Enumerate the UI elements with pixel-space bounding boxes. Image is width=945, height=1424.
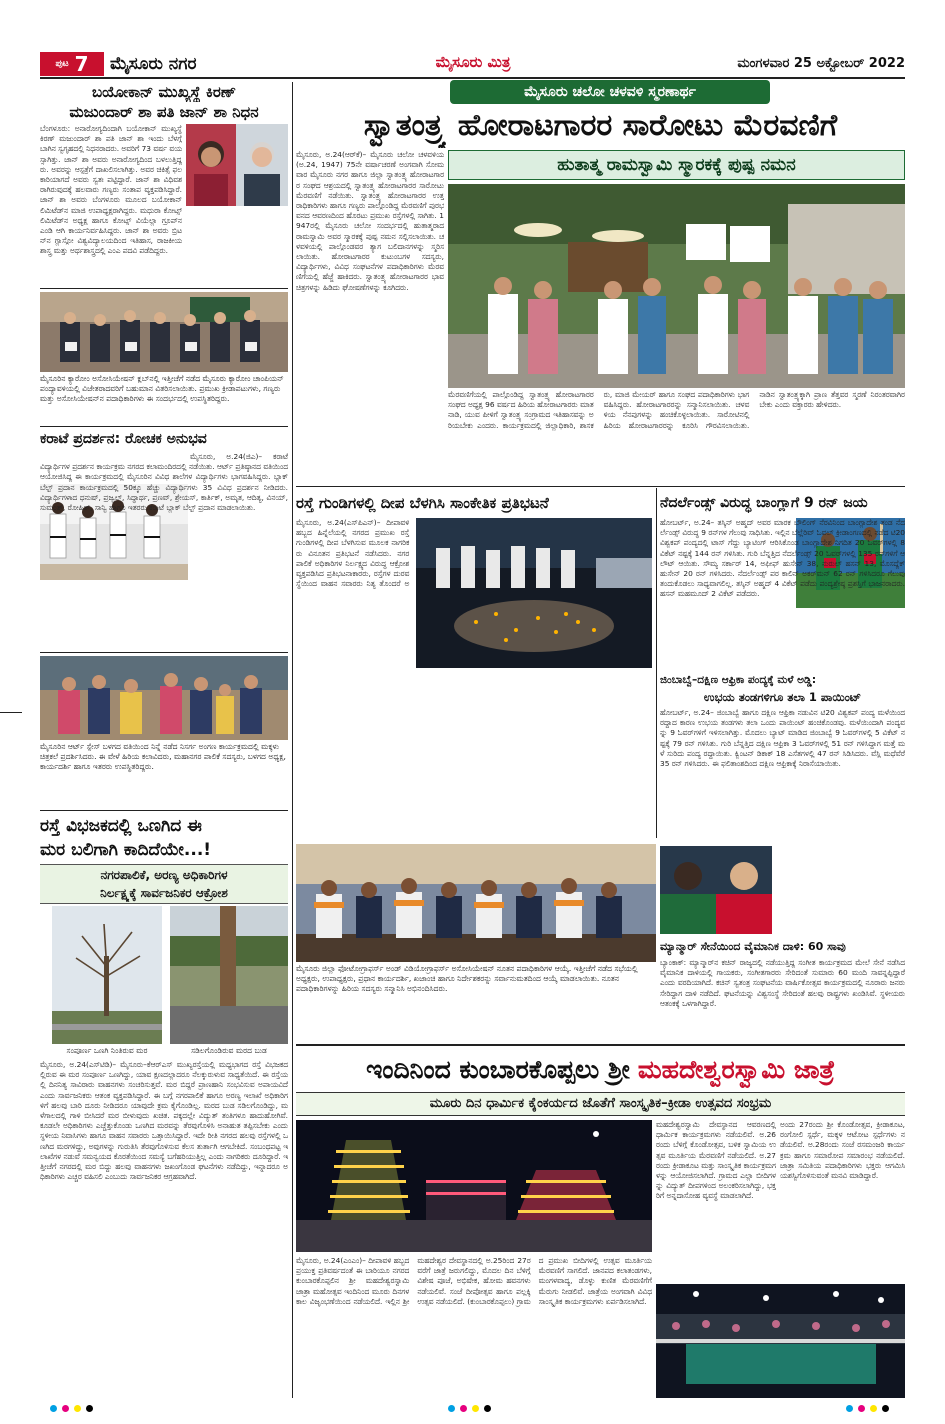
rule-6 [296,1044,905,1046]
jatre-subhead: ಮೂರು ದಿನ ಧಾರ್ಮಿಕ ಕೈಂಕರ್ಯದ ಜೊತೆಗೆ ಸಾಂಸ್ಕೃತಿಕ–ಕ್ರೀಡಾ ಉತ್ಸವದ ಸಂಭ್ರಮ [429,1096,772,1111]
cricket-subhead-1: ಜಿಂಬಾಬ್ವೆ–ದಕ್ಷಿಣ ಆಫ್ರಿಕಾ ಪಂದ್ಯಕ್ಕೆ ಮಳೆ ಅಡ್ಡಿ: [660,674,817,686]
art-fest-caption: ಮೈಸೂರಿನ ಆರ್ಟ್ ಸ್ಪೇಸ್ ಬಳಗದ ವತಿಯಿಂದ ನಿನ್ನೆ ನಡೆದ ನಿಸರ್ಗ ಅಂಗಣ ಕಾರ್ಯಕ್ರಮದಲ್ಲಿ ಮಕ್ಕಳು ಚಿತ್ರಕಲೆ ಪ್ರದರ್ಶಿಸಿದರು. ಈ ವೇಳೆ ಹಿರಿಯ ಕಲಾವಿದರು, ಮಹಾನಗರ ಪಾಲಿಕೆ ಸದಸ್ಯರು, ಬಳಗದ ಅಧ್ಯಕ್ಷ, ಕಾರ್ಯದರ್ಶಿ ಹಾಗೂ ಇತರರು ಉಪಸ್ಥಿತರಿದ್ದರು. [40,742,286,771]
column-divider-mid [656,488,657,838]
freedom-subhead: ಹುತಾತ್ಮ ರಾಮಸ್ವಾಮಿ ಸ್ಮಾರಕಕ್ಕೆ ಪುಷ್ಪ ನಮನ [557,155,796,175]
jatre-temple-photo [296,1120,652,1252]
freedom-band: ಮೈಸೂರು ಚಲೋ ಚಳವಳಿ ಸ್ಮರಣಾರ್ಥ [450,80,770,104]
page-number: 7 [74,52,89,76]
rule-3 [40,652,288,653]
association-photo [296,844,656,962]
color-bar-right [846,1404,894,1414]
reg-dot [858,1405,865,1412]
column-divider-left [292,82,293,1398]
reg-dot [448,1405,455,1412]
carrom-photo [40,292,288,372]
tree-headline-2: ಮರ ಬಲಿಗಾಗಿ ಕಾದಿದೆಯೇ...! [40,840,212,860]
obituary-headline-1: ಬಯೋಕಾನ್ ಮುಖ್ಯಸ್ಥೆ ಕಿರಣ್ [91,83,237,101]
reg-dot [882,1405,889,1412]
karate-body: ಮೈಸೂರು, ಅ.24(ಜಿಎ)– ಕರಾಟೆ ವಿದ್ಯಾರ್ಥಿಗಳ ಪ್ರದರ್ಶನ ಕಾರ್ಯಕ್ರಮ ನಗರದ ಕಲಾಮಂದಿರದಲ್ಲಿ ನಡೆಯಿತು. ಆರ್ಟ್ ಪ್ರತಿಷ್ಠಾನದ ವತಿಯಿಂದ ಆಯೋಜಿಸಿದ್ದ ಈ ಕಾರ್ಯಕ್ರಮದಲ್ಲಿ ಮೈಸೂರಿನ ವಿವಿಧ ಶಾಲೆಗಳ ವಿದ್ಯಾರ್ಥಿಗಳು ಭಾಗವಹಿಸಿದ್ದರು. ಬ್ಲಾಕ್ ಬೆಲ್ಟ್ ಪ್ರದಾನ ಕಾರ್ಯಕ್ರಮದಲ್ಲಿ 50ಕ್ಕೂ ಹೆಚ್ಚು ವಿದ್ಯಾರ್ಥಿಗಳು 35 ವಿವಿಧ ಪ್ರದರ್ಶನ ನೀಡಿದರು. ವಿದ್ಯಾರ್ಥಿಗಳಾದ ಧನುಷ್, ಪ್ರಜ್ವಲ್, ಸಿದ್ಧಾರ್ಥ, ಪ್ರಣವ್, ಶ್ರೇಯಸ್, ಕಾರ್ತಿಕ್, ಅಮೃತ, ಆದಿತ್ಯ, ವಿನಯ್, ಸುಮಂತ್, ರೋಹಿತ್, ಸಾನ್ವಿ ಹಾಗೂ ಇತರರು ಕರಾಟೆ ಬ್ಲಾಕ್ ಬೆಲ್ಟ್ ಪ್ರದಾನ ಮಾಡಲಾಯಿತು. [40,452,288,513]
cricket-body-3: ಬ್ಯಾಂಕಾಕ್: ಮ್ಯಾನ್ಮಾರ್‌ನ ಕಚಿನ್ ರಾಜ್ಯದಲ್ಲಿ ನಡೆಯುತ್ತಿದ್ದ ಸಂಗೀತ ಕಾರ್ಯಕ್ರಮದ ಮೇಲೆ ಸೇನೆ ನಡೆಸಿದ ವೈಮಾನಿಕ ದಾಳಿಯಲ್ಲಿ ಗಾಯಕರು, ಸಂಗೀತಗಾರರು ಸೇರಿದಂತೆ ಸುಮಾರು 60 ಮಂದಿ ಸಾವನ್ನಪ್ಪಿದ್ದಾರೆ ಎಂದು ವರದಿಯಾಗಿದೆ. ಕಚಿನ್ ಸ್ವತಂತ್ರ ಸಂಘಟನೆಯ ವಾರ್ಷಿಕೋತ್ಸವ ಕಾರ್ಯಕ್ರಮದಲ್ಲಿ ನೂರಾರು ಜನರು ಸೇರಿದ್ದಾಗ ದಾಳಿ ನಡೆದಿದೆ. ಘಟನೆಯನ್ನು ವಿಶ್ವಸಂಸ್ಥೆ ಸೇರಿದಂತೆ ಹಲವು ರಾಷ್ಟ್ರಗಳು ಖಂಡಿಸಿವೆ. ಸ್ಥಳೀಯರು ಆತಂಕಕ್ಕೆ ಒಳಗಾಗಿದ್ದಾರೆ. [660,958,905,1008]
protest-body: ಮೈಸೂರು, ಅ.24(ಎಸ್‌ಪಿಎನ್)– ದೀಪಾವಳಿ ಹಬ್ಬದ ಹಿನ್ನೆಲೆಯಲ್ಲಿ ನಗರದ ಪ್ರಮುಖ ರಸ್ತೆ ಗುಂಡಿಗಳಲ್ಲಿ ದೀಪ ಬೆಳಗಿಸುವ ಮೂಲಕ ನಾಗರಿಕರು ವಿನೂತನ ಪ್ರತಿಭಟನೆ ನಡೆಸಿದರು. ನಗರ ಪಾಲಿಕೆ ಅಧಿಕಾರಿಗಳ ನಿರ್ಲಕ್ಷ್ಯದ ವಿರುದ್ಧ ಆಕ್ರೋಶ ವ್ಯಕ್ತಪಡಿಸಿದ ಪ್ರತಿಭಟನಾಕಾರರು, ರಸ್ತೆಗಳ ದುರವಸ್ಥೆಯಿಂದ ವಾಹನ ಸವಾರರು ನಿತ್ಯ ತೊಂದರೆ ಅ [296,518,410,589]
cricket-subhead-2: ಉಭಯ ತಂಡಗಳಿಗೂ ತಲಾ 1 ಪಾಯಿಂಟ್ [703,690,862,704]
jatre-headline-black: ಇಂದಿನಿಂದ ಕುಂಬಾರಕೊಪ್ಪಲು ಶ್ರೀ [366,1055,630,1084]
cricket-subhead-3: ಮ್ಯಾನ್ಮಾರ್ ಸೇನೆಯಿಂದ ವೈಮಾನಿಕ ದಾಳಿ: 60 ಸಾವು [660,940,846,953]
tree-caption-right: ಸಡಿಲಗೊಂಡಿರುವ ಮರದ ಬುಡ [191,1046,267,1055]
karate-headline: ಕರಾಟೆ ಪ್ರದರ್ಶನ: ರೋಚಕ ಅನುಭವ [40,431,207,447]
tree-caption-left: ಸಂಪೂರ್ಣ ಒಣಗಿ ನಿಂತಿರುವ ಮರ [66,1046,148,1055]
protest-photo [416,518,652,668]
issue-date: ಮಂಗಳವಾರ 25 ಅಕ್ಟೋಬರ್ 2022 [737,56,905,71]
art-fest-photo [40,656,288,740]
cricket-headline: ನೆದರ್ಲೆಂಡ್ಸ್ ವಿರುದ್ಧ ಬಾಂಗ್ಲಾಗೆ 9 ರನ್ ಜಯ [660,495,868,511]
jatre-body-right: ಮಹದೇಶ್ವರಸ್ವಾಮಿ ದೇವಸ್ಥಾನದ ಆವರಣದಲ್ಲಿ ಧಾರ್ಮಿಕ ಕಾರ್ಯಕ್ರಮಗಳು ನಡೆಯಲಿವೆ. ಅ.26ರಂದು ಬೆಳಿಗ್ಗೆ ಕೊಂಡೋತ್ಸವ, ಬಳಿಕ ಸ್ವಾಮಿಯ ಉತ್ಸವ ಮೂರ್ತಿಯ ಮೆರವಣಿಗೆ ನಡೆಯಲಿದೆ. ಅ.27ರಂದು ಕ್ರೀಡಾಕೂಟ ಮತ್ತು ಸಾಂಸ್ಕೃತಿಕ ಕಾರ್ಯಕ್ರಮಗಳನ್ನು ಆಯೋಜಿಸಲಾಗಿದೆ. ಗ್ರಾಮದ ಎಲ್ಲಾ ಬೀದಿಗಳನ್ನು ವಿದ್ಯುತ್ ದೀಪಗಳಿಂದ ಅಲಂಕರಿಸಲಾಗಿದ್ದು, ಭಕ್ತರಿಗೆ ಅನ್ನದಾಸೋಹ ವ್ಯವಸ್ಥೆ ಮಾಡಲಾಗಿದೆ. [656,1120,776,1201]
rule-5 [296,486,905,487]
jatre-body-far: ಅಂದು 27ರಂದು ಶ್ರೀ ಕೊಂಡೋತ್ಸವ, ಕ್ರೀಡಾಕೂಟ, ರಂಗೋಲಿ ಸ್ಪರ್ಧೆ, ಮಕ್ಕಳ ಆಟೋಟ ಸ್ಪರ್ಧೆಗಳು ನಡೆಯಲಿವೆ. ಅ.28ರಂದು ಸಂಜೆ ರಸಮಂಜರಿ ಕಾರ್ಯಕ್ರಮ ಹಾಗೂ ಸಮಾರೋಪ ಸಮಾರಂಭ ನಡೆಯಲಿದೆ. ಜಾತ್ರಾ ಸಮಿತಿಯ ಪದಾಧಿಕಾರಿಗಳು ಭಕ್ತರು ಆಗಮಿಸಿ ಯಶಸ್ವಿಗೊಳಿಸುವಂತೆ ಮನವಿ ಮಾಡಿದ್ದಾರೆ. [780,1120,905,1181]
tree-photo-right [170,906,288,1044]
freedom-headline: ಸ್ವಾತಂತ್ರ್ಯ ಹೋರಾಟಗಾರರ ಸಾರೋಟು ಮೆರವಣಿಗೆ [363,108,838,143]
rule-2 [40,426,288,427]
tree-kicker-1: ನಗರಪಾಲಿಕೆ, ಅರಣ್ಯ ಅಧಿಕಾರಿಗಳ [100,868,228,882]
jatre-festival-photo [656,1284,905,1398]
crop-mark [0,712,22,713]
rule-4 [40,810,288,811]
obituary-photo [186,124,288,206]
protest-headline: ರಸ್ತೆ ಗುಂಡಿಗಳಲ್ಲಿ ದೀಪ ಬೆಳಗಿಸಿ ಸಾಂಕೇತಿಕ ಪ್ರತಿಭಟನೆ [296,494,549,512]
reg-dot [484,1405,491,1412]
tree-body: ಮೈಸೂರು, ಅ.24(ಎಸ್‌ಟಿಡಿ)– ಮೈಸೂರು–ಕೆಆರ್‌ಎಸ್ ಮುಖ್ಯರಸ್ತೆಯಲ್ಲಿ ಮಧ್ಯಭಾಗದ ರಸ್ತೆ ವಿಭಜಕದಲ್ಲಿರುವ ಈ ಮರ ಸಂಪೂರ್ಣ ಒಣಗಿದ್ದು, ಯಾವ ಕ್ಷಣದಲ್ಲಾದರೂ ನೆಲಕ್ಕುರುಳುವ ಸಾಧ್ಯತೆಯಿದೆ. ಈ ರಸ್ತೆಯಲ್ಲಿ ದಿನನಿತ್ಯ ಸಾವಿರಾರು ವಾಹನಗಳು ಸಂಚರಿಸುತ್ತವೆ. ಮರ ಬಿದ್ದರೆ ಪ್ರಾಣಹಾನಿ ಸಂಭವಿಸುವ ಅಪಾಯವಿದೆ ಎಂದು ಸಾರ್ವಜನಿಕರು ಆತಂಕ ವ್ಯಕ್ತಪಡಿಸಿದ್ದಾರೆ. ಈ ಬಗ್ಗೆ ನಗರಪಾಲಿಕೆ ಹಾಗೂ ಅರಣ್ಯ ಇಲಾಖೆ ಅಧಿಕಾರಿಗಳಿಗೆ ಹಲವು ಬಾರಿ ದೂರು ನೀಡಿದರೂ ಯಾವುದೇ ಕ್ರಮ ಕೈಗೊಂಡಿಲ್ಲ. ಮರದ ಬುಡ ಸಡಿಲಗೊಂಡಿದ್ದು, ಮಳೆಗಾಲದಲ್ಲಿ ಗಾಳಿ ಬೀಸಿದರೆ ಮರ ಬೀಳುವುದು ಖಚಿತ. ಪಕ್ಕದಲ್ಲೇ ವಿದ್ಯುತ್ ತಂತಿಗಳೂ ಹಾದುಹೋಗಿವೆ. ಕೂಡಲೇ ಅಧಿಕಾರಿಗಳು ಎಚ್ಚೆತ್ತುಕೊಂಡು ಒಣಗಿದ ಮರವನ್ನು ತೆರವುಗೊಳಿಸಿ ಅನಾಹುತ ತಪ್ಪಿಸಬೇಕು ಎಂದು ಸ್ಥಳೀಯ ನಿವಾಸಿಗಳು ಹಾಗೂ ವಾಹನ ಸವಾರರು ಒತ್ತಾಯಿಸಿದ್ದಾರೆ. ಇದೇ ರೀತಿ ನಗರದ ಹಲವು ರಸ್ತೆಗಳಲ್ಲಿ ಒಣಗಿದ ಮರಗಳಿದ್ದು, ಅವುಗಳನ್ನು ಗುರುತಿಸಿ ತೆರವುಗೊಳಿಸುವ ಕೆಲಸ ತುರ್ತಾಗಿ ಆಗಬೇಕಿದೆ. ಸಂಬಂಧಪಟ್ಟ ಇಲಾಖೆಗಳ ನಡುವೆ ಸಮನ್ವಯದ ಕೊರತೆಯಿಂದ ಸಮಸ್ಯೆ ಬಗೆಹರಿಯುತ್ತಿಲ್ಲ ಎಂದು ನಾಗರಿಕರು ದೂರಿದ್ದಾರೆ. ಇತ್ತೀಚೆಗೆ ನಗರದಲ್ಲಿ ಮರ ಬಿದ್ದು ಹಲವು ವಾಹನಗಳು ಜಖಂಗೊಂಡ ಘಟನೆಗಳು ನಡೆದಿದ್ದು, ಇನ್ನಾದರೂ ಅಧಿಕಾರಿಗಳು ಎಚ್ಚರ ವಹಿಸಲಿ ಎಂಬುದು ಸಾರ್ವಜನಿಕರ ಆಗ್ರಹವಾಗಿದೆ. [40,1060,288,1182]
reg-dot [50,1405,57,1412]
page-label: ಪುಟ [55,59,69,69]
tree-kicker-2: ನಿರ್ಲಕ್ಷ್ಯಕ್ಕೆ ಸಾರ್ವಜನಿಕರ ಆಕ್ರೋಶ [100,886,228,900]
freedom-body-bottom: ಮೆರವಣಿಗೆಯಲ್ಲಿ ಪಾಲ್ಗೊಂಡಿದ್ದ ಸ್ವಾತಂತ್ರ್ಯ ಹೋರಾಟಗಾರರ ಸಂಘದ ಅಧ್ಯಕ್ಷ 96 ವರ್ಷದ ಹಿರಿಯ ಹೋರಾಟಗಾರರು ಮಾತನಾಡಿ, ಯುವ ಪೀಳಿಗೆ ಸ್ವಾತಂತ್ರ್ಯ ಸಂಗ್ರಾಮದ ಇತಿಹಾಸವನ್ನು ಅರಿಯಬೇಕು ಎಂದರು. ಕಾರ್ಯಕ್ರಮದಲ್ಲಿ ಜಿಲ್ಲಾಧಿಕಾರಿ, ಶಾಸಕರು, ಮಾಜಿ ಮೇಯರ್ ಹಾಗೂ ಸಂಘದ ಪದಾಧಿಕಾರಿಗಳು ಭಾಗವಹಿಸಿದ್ದರು. ಹೋರಾಟಗಾರರನ್ನು ಸನ್ಮಾನಿಸಲಾಯಿತು. ಚಳವಳಿಯ ನೆನಪುಗಳನ್ನು ಹಂಚಿಕೊಳ್ಳಲಾಯಿತು. ಸಾರೋಟಿನಲ್ಲಿ ಹಿರಿಯ ಹೋರಾಟಗಾರರನ್ನು ಕೂರಿಸಿ ಗೌರವಿಸಲಾಯಿತು. ನಾಡಿನ ಸ್ವಾತಂತ್ರ್ಯಕ್ಕಾಗಿ ಪ್ರಾಣ ತೆತ್ತವರ ಸ್ಮರಣೆ ನಿರಂತರವಾಗಿರಬೇಕು ಎಂದು ವಕ್ತಾರರು ಹೇಳಿದರು. [448,390,905,430]
reg-dot [74,1405,81,1412]
association-caption: ಮೈಸೂರು ಜಿಲ್ಲಾ ಫೋಟೋಗ್ರಾಫರ್ಸ್ ಅಂಡ್ ವಿಡಿಯೋಗ್ರಾಫರ್ಸ್ ಅಸೋಸಿಯೇಷನ್ ನೂತನ ಪದಾಧಿಕಾರಿಗಳ ಆಯ್ಕೆ. ಇತ್ತೀಚೆಗೆ ನಡೆದ ಸಭೆಯಲ್ಲಿ ಅಧ್ಯಕ್ಷರು, ಉಪಾಧ್ಯಕ್ಷರು, ಪ್ರಧಾನ ಕಾರ್ಯದರ್ಶಿ, ಖಜಾಂಚಿ ಹಾಗೂ ನಿರ್ದೇಶಕರನ್ನು ಸರ್ವಾನುಮತದಿಂದ ಆಯ್ಕೆ ಮಾಡಲಾಯಿತು. ನೂತನ ಪದಾಧಿಕಾರಿಗಳನ್ನು ಹಿರಿಯ ಸದಸ್ಯರು ಸನ್ಮಾನಿಸಿ ಅಭಿನಂದಿಸಿದರು. [296,964,638,993]
tree-photo-left [52,906,162,1044]
reg-dot [846,1405,853,1412]
carrom-caption: ಮೈಸೂರಿನ ಕ್ಯಾರೋಂ ಅಸೋಸಿಯೇಷನ್ ಕ್ಲಬ್‌ನಲ್ಲಿ ಇತ್ತೀಚೆಗೆ ನಡೆದ ಮೈಸೂರು ಕ್ಯಾರೋಂ ಚಾಂಪಿಯನ್ ಪಂದ್ಯಾವಳಿಯಲ್ಲಿ ವಿಜೇತರಾದವರಿಗೆ ಬಹುಮಾನ ವಿತರಿಸಲಾಯಿತು. ಪ್ರಮುಖ ಕ್ರೀಡಾಪಟುಗಳು, ಗಣ್ಯರು ಮತ್ತು ಅಸೋಸಿಯೇಷನ್‌ನ ಪದಾಧಿಕಾರಿಗಳು ಈ ಸಂದರ್ಭದಲ್ಲಿ ಉಪಸ್ಥಿತರಿದ್ದರು. [40,374,284,403]
obituary-headline-2: ಮಜುಂದಾರ್ ಶಾ ಪತಿ ಜಾನ್ ಶಾ ನಿಧನ [69,103,259,121]
reg-dot [472,1405,479,1412]
masthead-rule [40,77,905,79]
page-number-box [40,52,104,76]
color-bar-left [50,1404,98,1414]
jatre-headline-red: ಮಹದೇಶ್ವರಸ್ವಾಮಿ ಜಾತ್ರೆ [637,1055,835,1084]
rule-1 [40,288,288,289]
section-title: ಮೈಸೂರು ನಗರ [110,54,197,74]
freedom-photo [448,184,905,388]
jatre-headline-row [296,1048,905,1092]
reg-dot [870,1405,877,1412]
reg-dot [460,1405,467,1412]
color-bar-center [448,1404,496,1414]
tree-headline-1: ರಸ್ತೆ ವಿಭಜಕದಲ್ಲಿ ಒಣಗಿದ ಈ [40,816,202,836]
obituary-body: ಬೆಂಗಳೂರು: ಅನಾರೋಗ್ಯದಿಂದಾಗಿ ಬಯೋಕಾನ್ ಮುಖ್ಯಸ್ಥೆ ಕಿರಣ್ ಮಜುಂದಾರ್ ಶಾ ಪತಿ ಜಾನ್ ಶಾ ಇಂದು ಬೆಳಗ್ಗೆ ಬಾಗಿನ ಸ್ವಗೃಹದಲ್ಲಿ ನಿಧನರಾದರು. ಅವರಿಗೆ 73 ವರ್ಷ ವಯಸ್ಸಾಗಿತ್ತು. ಜಾನ್ ಶಾ ಅವರು ಅನಾರೋಗ್ಯದಿಂದ ಬಳಲುತ್ತಿದ್ದರು. ಅವರನ್ನು ಆಸ್ಪತ್ರೆಗೆ ದಾಖಲಿಸಲಾಗಿತ್ತು. ಅವರ ಚಿಕಿತ್ಸೆ ಫಲಕಾರಿಯಾಗದೆ ಅವರು ಸ್ವತಃ ಪಟ್ಟಿದ್ದಾರೆ. ಜಾನ್ ಶಾ ವಿಧಿವಶರಾಗಿರುವುದಕ್ಕೆ ಹಲವಾರು ಗಣ್ಯರು ಸಂತಾಪ ವ್ಯಕ್ತಪಡಿಸಿದ್ದಾರೆ. ಜಾನ್ ಶಾ ಅವರು ಬೆಂಗಳೂರು ಮೂಲದ ಬಯೋಕಾನ್ ಲಿಮಿಟೆಡ್‌ನ ಮಾಜಿ ಉಪಾಧ್ಯಕ್ಷರಾಗಿದ್ದರು. ಮಧುರಾ ಕೋಟ್ಸ್ ಲಿಮಿಟೆಡ್‌ನ ಅಧ್ಯಕ್ಷ ಹಾಗೂ ಕೋಟ್ಸ್ ವಿಯೆಲ್ಲಾ ಗ್ರೂಪ್‌ನ ಎಂಡಿ ಆಗಿ ಕಾರ್ಯನಿರ್ವಹಿಸಿದ್ದರು. ಜಾನ್ ಶಾ ಅವರು ಬ್ರಿಟನ್‌ನ ಗ್ಲಾಸ್ಗೋ ವಿಶ್ವವಿದ್ಯಾಲಯದಿಂದ ಇತಿಹಾಸ, ರಾಜಕೀಯಶಾಸ್ತ್ರ ಮತ್ತು ಅರ್ಥಶಾಸ್ತ್ರದಲ್ಲಿ ಎಂಎ ಪದವಿ ಪಡೆದಿದ್ದರು. [40,124,182,256]
paper-name: ಮೈಸೂರು ಮಿತ್ರ [435,53,511,71]
cricket-body-2: ಹೋಬರ್ಟ್, ಅ.24– ಜಿಂಬಾಬ್ವೆ ಹಾಗೂ ದಕ್ಷಿಣ ಆಫ್ರಿಕಾ ನಡುವಿನ ಟಿ20 ವಿಶ್ವಕಪ್ ಪಂದ್ಯ ಮಳೆಯಿಂದ ರದ್ದಾದ ಕಾರಣ ಉಭಯ ತಂಡಗಳು ತಲಾ ಒಂದು ಪಾಯಿಂಟ್ ಹಂಚಿಕೊಂಡವು. ಮಳೆಯಿಂದಾಗಿ ಪಂದ್ಯವನ್ನು 9 ಓವರ್‌ಗಳಿಗೆ ಇಳಿಸಲಾಗಿತ್ತು. ಮೊದಲು ಬ್ಯಾಟ್ ಮಾಡಿದ ಜಿಂಬಾಬ್ವೆ 9 ಓವರ್‌ಗಳಲ್ಲಿ 5 ವಿಕೆಟ್ ನಷ್ಟಕ್ಕೆ 79 ರನ್ ಗಳಿಸಿತು. ಗುರಿ ಬೆನ್ನತ್ತಿದ ದಕ್ಷಿಣ ಆಫ್ರಿಕಾ 3 ಓವರ್‌ಗಳಲ್ಲಿ 51 ರನ್ ಗಳಿಸಿದ್ದಾಗ ಮತ್ತೆ ಮಳೆ ಸುರಿದು ಪಂದ್ಯ ರದ್ದಾಯಿತು. ಕ್ವಿಂಟನ್ ಡಿಕಾಕ್ 18 ಎಸೆತಗಳಲ್ಲಿ 47 ರನ್ ಸಿಡಿಸಿದರು. ವೆಸ್ಲಿ ಮಧೆವೆರೆ 35 ರನ್ ಗಳಿಸಿದರು. ಈ ಫಲಿತಾಂಶದಿಂದ ದಕ್ಷಿಣ ಆಫ್ರಿಕಾಕ್ಕೆ ನಿರಾಸೆಯಾಯಿತು. [660,708,905,769]
cricket-body: ಹೋಬರ್ಟ್, ಅ.24– ತಸ್ಕಿನ್ ಅಹ್ಮದ್ ಅವರ ಮಾರಕ ಬೌಲಿಂಗ್ ನೆರವಿನಿಂದ ಬಾಂಗ್ಲಾದೇಶ ತಂಡ ನೆದರ್ಲೆಂಡ್ಸ್ ವಿರುದ್ಧ 9 ರನ್‌ಗಳ ಗೆಲುವು ಸಾಧಿಸಿತು. ಇಲ್ಲಿನ ಬೆಲ್ಲೆರಿವ್ ಓವಲ್ ಕ್ರೀಡಾಂಗಣದಲ್ಲಿ ನಡೆದ ಟಿ20 ವಿಶ್ವಕಪ್ ಪಂದ್ಯದಲ್ಲಿ ಟಾಸ್ ಗೆದ್ದು ಬ್ಯಾಟಿಂಗ್ ಆರಿಸಿಕೊಂಡ ಬಾಂಗ್ಲಾದೇಶ ನಿಗದಿತ 20 ಓವರ್‌ಗಳಲ್ಲಿ 8 ವಿಕೆಟ್ ನಷ್ಟಕ್ಕೆ 144 ರನ್ ಗಳಿಸಿತು. ಗುರಿ ಬೆನ್ನತ್ತಿದ ನೆದರ್ಲೆಂಡ್ಸ್ 20 ಓವರ್‌ಗಳಲ್ಲಿ 135 ರನ್‌ಗಳಿಗೆ ಆಲೌಟ್ ಆಯಿತು. ಸೌಮ್ಯ ಸರ್ಕಾರ್ 14, ಅಫೀಫ್ ಹುಸೇನ್ 38, ನುರುಲ್ ಹಸನ್ 13, ಮೊಸದ್ದೆಕ್ ಹುಸೇನ್ 20 ರನ್ ಗಳಿಸಿದರು. ನೆದರ್ಲೆಂಡ್ಸ್ ಪರ ಕಾಲಿನ್ ಅಕರ್‌ಮನ್ 62 ರನ್ ಗಳಿಸಿದರೂ ಗೆಲುವು ತಂದುಕೊಡಲು ಸಾಧ್ಯವಾಗಲಿಲ್ಲ. ತಸ್ಕಿನ್ ಅಹ್ಮದ್ 4 ವಿಕೆಟ್ ಪಡೆದು ಪಂದ್ಯಶ್ರೇಷ್ಠ ಪ್ರಶಸ್ತಿಗೆ ಭಾಜನರಾದರು. ಹಸನ್ ಮಹಮೂದ್ 2 ವಿಕೆಟ್ ಪಡೆದರು. [660,518,905,599]
reg-dot [86,1405,93,1412]
freedom-body-left: ಮೈಸೂರು, ಅ.24(ಆರ್‌ಕೆ)– ಮೈಸೂರು ಚಲೋ ಚಳವಳಿಯ (ಅ.24, 1947) 75ನೇ ವರ್ಷಾಚರಣೆ ಅಂಗವಾಗಿ ಸೋಮವಾರ ಮೈಸೂರು ನಗರ ಹಾಗೂ ಜಿಲ್ಲಾ ಸ್ವಾತಂತ್ರ್ಯ ಹೋರಾಟಗಾರರ ಸಂಘದ ಆಶ್ರಯದಲ್ಲಿ ಸ್ವಾತಂತ್ರ್ಯ ಹೋರಾಟಗಾರರ ಸಾರೋಟು ಮೆರವಣಿಗೆ ನಡೆಯಿತು. ಸ್ವಾತಂತ್ರ್ಯ ಹೋರಾಟಗಾರರ ಉತ್ತರಾಧಿಕಾರಿಗಳು ಹಾಗೂ ಗಣ್ಯರು ಪಾಲ್ಗೊಂಡಿದ್ದ ಮೆರವಣಿಗೆ ಪುರಭವನದ ಆವರಣದಿಂದ ಹೊರಟು ಪ್ರಮುಖ ರಸ್ತೆಗಳಲ್ಲಿ ಸಾಗಿತು. 1947ರಲ್ಲಿ ಮೈಸೂರು ಚಲೋ ಸಂದರ್ಭದಲ್ಲಿ ಹುತಾತ್ಮರಾದ ರಾಮಸ್ವಾಮಿ ಅವರ ಸ್ಮಾರಕಕ್ಕೆ ಪುಷ್ಪ ನಮನ ಸಲ್ಲಿಸಲಾಯಿತು. ಚಳವಳಿಯಲ್ಲಿ ಪಾಲ್ಗೊಂಡವರ ತ್ಯಾಗ ಬಲಿದಾನಗಳನ್ನು ಸ್ಮರಿಸಲಾಯಿತು. ಹೋರಾಟಗಾರರ ಕುಟುಂಬಗಳ ಸದಸ್ಯರು, ವಿದ್ಯಾರ್ಥಿಗಳು, ವಿವಿಧ ಸಂಘಟನೆಗಳ ಪದಾಧಿಕಾರಿಗಳು ಮೆರವಣಿಗೆಯಲ್ಲಿ ಹೆಜ್ಜೆ ಹಾಕಿದರು. ಸ್ವಾತಂತ್ರ್ಯ ಹೋರಾಟಗಾರರ ಭಾವಚಿತ್ರಗಳನ್ನು ಹಿಡಿದು ಘೋಷಣೆಗಳನ್ನು ಕೂಗಿದರು. [296,150,444,292]
reg-dot [62,1405,69,1412]
jatre-body-bottom: ಮೈಸೂರು, ಅ.24(ಎಂಎಂ)– ದೀಪಾವಳಿ ಹಬ್ಬದ ಪ್ರಯುಕ್ತ ಪ್ರತಿವರ್ಷದಂತೆ ಈ ಬಾರಿಯೂ ನಗರದ ಕುಂಬಾರಕೊಪ್ಪಲಿನ ಶ್ರೀ ಮಹದೇಶ್ವರಸ್ವಾಮಿ ಜಾತ್ರಾ ಮಹೋತ್ಸವ ಇಂದಿನಿಂದ ಮೂರು ದಿನಗಳ ಕಾಲ ವಿಜೃಂಭಣೆಯಿಂದ ನಡೆಯಲಿದೆ. ಇಲ್ಲಿನ ಶ್ರೀ ಮಹದೇಶ್ವರ ದೇವಸ್ಥಾನದಲ್ಲಿ ಅ.25ರಿಂದ 27ರವರೆಗೆ ಜಾತ್ರೆ ಜರುಗಲಿದ್ದು, ಮೊದಲ ದಿನ ಬೆಳಿಗ್ಗೆ ವಿಶೇಷ ಪೂಜೆ, ಅಭಿಷೇಕ, ಹೋಮ ಹವನಗಳು ನಡೆಯಲಿವೆ. ಸಂಜೆ ದೀಪೋತ್ಸವ ಹಾಗೂ ಪಲ್ಲಕ್ಕಿ ಉತ್ಸವ ನಡೆಯಲಿದೆ. (ಕುಂಬಾರಕೊಪ್ಪಲು) ಗ್ರಾಮದ ಪ್ರಮುಖ ಬೀದಿಗಳಲ್ಲಿ ಉತ್ಸವ ಮೂರ್ತಿಯ ಮೆರವಣಿಗೆ ಸಾಗಲಿದೆ. ಜಾನಪದ ಕಲಾತಂಡಗಳು, ಮಂಗಳವಾದ್ಯ, ಡೊಳ್ಳು ಕುಣಿತ ಮೆರವಣಿಗೆಗೆ ಮೆರುಗು ನೀಡಲಿವೆ. ಜಾತ್ರೆಯ ಅಂಗವಾಗಿ ವಿವಿಧ ಸಾಂಸ್ಕೃತಿಕ ಕಾರ್ಯಕ್ರಮಗಳು ಏರ್ಪಡಿಸಲಾಗಿದೆ. [296,1256,652,1306]
